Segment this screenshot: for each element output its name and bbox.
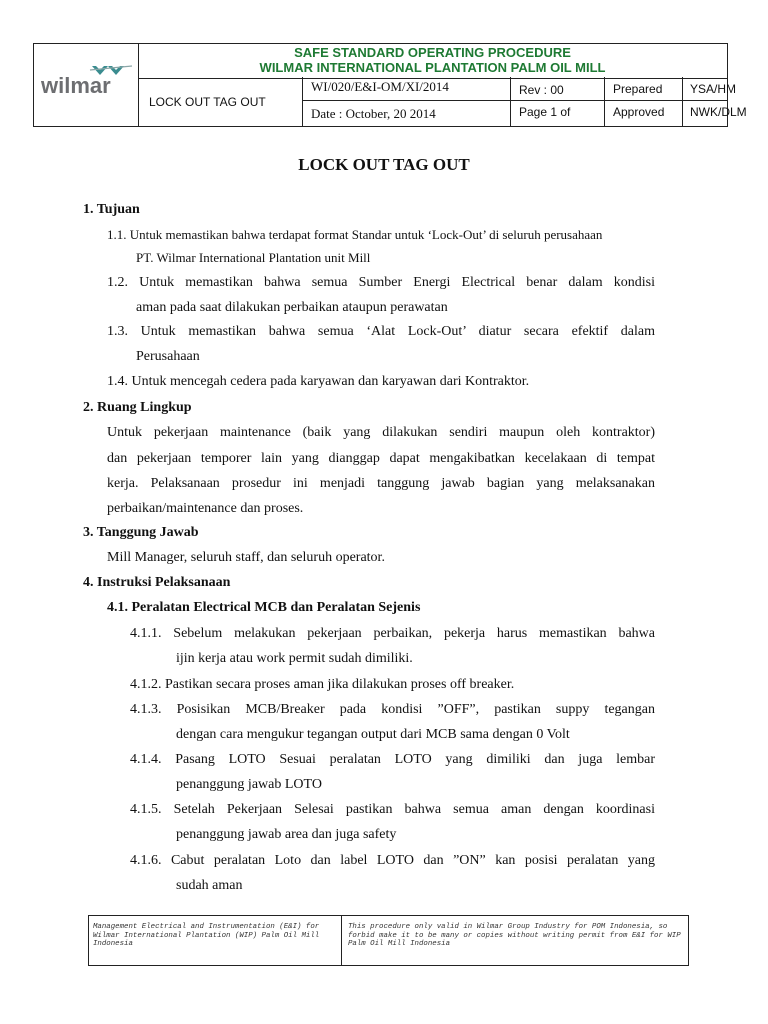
section-heading-instruksi: 4. Instruksi Pelaksanaan [83, 575, 231, 590]
step-4-1-5-line2: penanggung jawab area dan juga safety [176, 827, 397, 842]
step-4-1-5-line1: 4.1.5. Setelah Pekerjaan Selesai pastikan bahwa semua aman dengan koordinasi [130, 802, 655, 817]
header-title-line1: SAFE STANDARD OPERATING PROCEDURE [294, 45, 571, 60]
tujuan-item-1-line1: 1.1. Untuk memastikan bahwa terdapat format Standar untuk ‘Lock-Out’ di seluruh perusahaan [107, 227, 603, 242]
document-footer [88, 915, 689, 966]
step-4-1-6-line2: sudah aman [176, 878, 243, 893]
footer-right-note: This procedure only valid in Wilmar Group Industry for POM Indonesia, so forbid make it to be many or copies without writing permit from E&I for WIP Palm Oil Mill Indonesia [348, 923, 681, 949]
doc-name-cell: LOCK OUT TAG OUT [138, 77, 303, 126]
page-number-cell: Page 1 of [511, 101, 605, 126]
ruang-lingkup-line4: perbaikan/maintenance dan proses. [107, 501, 304, 516]
step-4-1-4-line1: 4.1.4. Pasang LOTO Sesuai peralatan LOTO yang dimiliki dan juga lembar [130, 752, 655, 767]
prepared-label-cell: Prepared [605, 77, 683, 101]
tujuan-item-4: 1.4. Untuk mencegah cedera pada karyawan dan karyawan dari Kontraktor. [107, 374, 530, 389]
header-title-line2: WILMAR INTERNATIONAL PLANTATION PALM OIL MILL [259, 60, 606, 75]
tujuan-item-3-line2: Perusahaan [136, 349, 200, 364]
logo-text: wilmar [41, 73, 111, 98]
doc-number-cell: WI/020/E&I-OM/XI/2014 [303, 77, 511, 101]
wilmar-logo [34, 44, 138, 126]
ruang-lingkup-line3: kerja. Pelaksanaan prosedur ini menjadi tanggung jawab bagian yang melaksanakan [107, 476, 655, 491]
logo-cell [34, 44, 139, 126]
footer-left-note: Management Electrical and Instrumentation (E&I) for Wilmar International Plantation (WIP) Palm Oil Mill Indonesia [89, 916, 342, 965]
document-title: LOCK OUT TAG OUT [298, 155, 470, 174]
header-title [138, 44, 727, 79]
step-4-1-6-line1: 4.1.6. Cabut peralatan Loto dan label LOTO dan ”ON” kan posisi peralatan yang [130, 853, 655, 868]
approved-label-cell: Approved [605, 101, 683, 126]
section-heading-tanggung-jawab: 3. Tanggung Jawab [83, 525, 199, 540]
section-heading-ruang-lingkup: 2. Ruang Lingkup [83, 400, 192, 415]
step-4-1-3-line1: 4.1.3. Posisikan MCB/Breaker pada kondisi ”OFF”, pastikan suppy tegangan [130, 702, 655, 717]
prepared-by-cell: YSA/HM [683, 77, 727, 101]
ruang-lingkup-line1: Untuk pekerjaan maintenance (baik yang dilakukan sendiri maupun oleh kontraktor) [107, 425, 655, 440]
step-4-1-4-line2: penanggung jawab LOTO [176, 777, 322, 792]
step-4-1-3-line2: dengan cara mengukur tegangan output dari MCB sama dengan 0 Volt [176, 727, 570, 742]
tanggung-jawab-text: Mill Manager, seluruh staff, dan seluruh operator. [107, 550, 385, 565]
tujuan-item-2-line1: 1.2. Untuk memastikan bahwa semua Sumber Energi Electrical benar dalam kondisi [107, 275, 655, 290]
tujuan-item-3-line1: 1.3. Untuk memastikan bahwa semua ‘Alat Lock-Out’ diatur secara efektif dalam [107, 324, 655, 339]
tujuan-item-1-line2: PT. Wilmar International Plantation unit Mill [136, 250, 371, 265]
section-heading-tujuan: 1. Tujuan [83, 202, 140, 217]
document-header [33, 43, 747, 127]
subsection-heading-4-1: 4.1. Peralatan Electrical MCB dan Peralatan Sejenis [107, 600, 421, 615]
step-4-1-1-line2: ijin kerja atau work permit sudah dimiliki. [176, 651, 413, 666]
tujuan-item-2-line2: aman pada saat dilakukan perbaikan ataupun perawatan [136, 300, 448, 315]
approved-by-cell: NWK/DLM [690, 105, 747, 119]
step-4-1-1-line1: 4.1.1. Sebelum melakukan pekerjaan perbaikan, pekerja harus memastikan bahwa [130, 626, 655, 641]
ruang-lingkup-line2: dan pekerjaan temporer lain yang dianggap dapat mengakibatkan kecelakaan di tempat [107, 451, 655, 466]
step-4-1-2: 4.1.2. Pastikan secara proses aman jika dilakukan proses off breaker. [130, 677, 515, 692]
date-cell: Date : October, 20 2014 [303, 101, 511, 126]
revision-cell: Rev : 00 [511, 77, 605, 101]
